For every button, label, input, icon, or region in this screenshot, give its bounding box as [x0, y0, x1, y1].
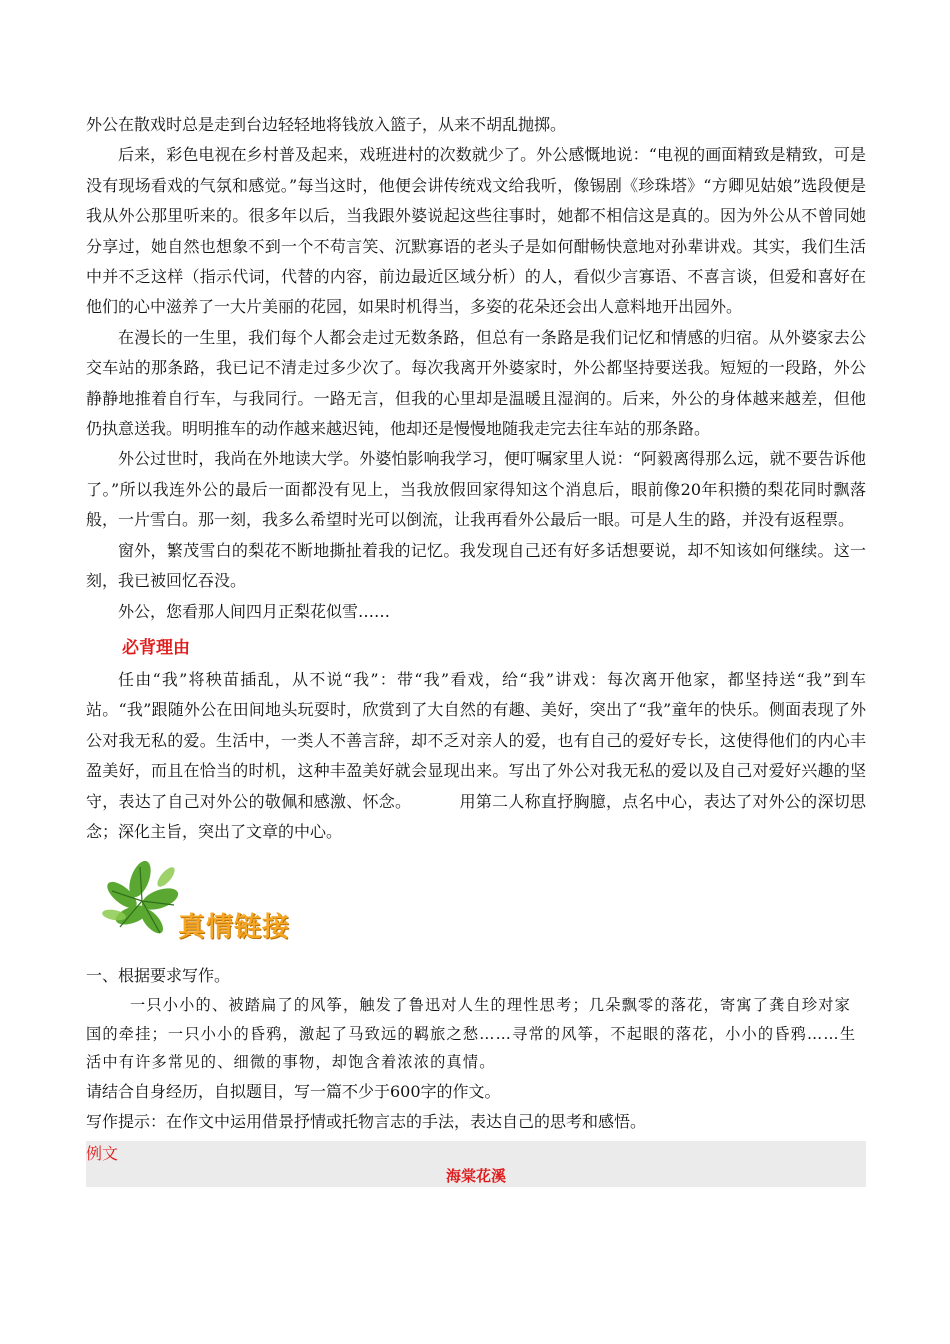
- paragraph-4: 外公过世时，我尚在外地读大学。外婆怕影响我学习，便叮嘱家里人说：“阿毅离得那么远，就不要告诉他了。”所以我连外公的最后一面都没有见上，当我放假回家得知这个消息后，眼前像20年积攒的梨花同时飘落般，一片雪白。那一刻，我多么希望时光可以倒流，让我再看外公最后一眼。可是人生的路，并没有返程票。: [86, 449, 866, 530]
- paragraph-3: 在漫长的一生里，我们每个人都会走过无数条路，但总有一条路是我们记忆和情感的归宿。从外婆家去公交车站的那条路，我已记不清走过多少次了。每次我离开外婆家时，外公都坚持要送我。短短的一段路，外公静静地推着自行车，与我同行。一路无言，但我的心里却是温暖且湿润的。后来，外公的身体越来越差，但他仍执意送我。明明推车的动作越来越迟钝，他却还是慢慢地随我走完去往车站的那条路。: [86, 327, 866, 439]
- task-instruction: 请结合自身经历，自拟题目，写一篇不少于600字的作文。: [86, 1081, 501, 1101]
- paragraph-1: 外公在散戏时总是走到台边轻轻地将钱放入篮子，从来不胡乱抛掷。: [86, 115, 567, 134]
- paragraph-2: 后来，彩色电视在乡村普及起来，戏班进村的次数就少了。外公感慨地说：“电视的画面精致是精致，可是没有现场看戏的气氛和感觉。”每当这时，他便会讲传统戏文给我听，像锡剧《珍珠塔》“方卿见姑娘”选段便是我从外公那里听来的。很多年以后，当我跟外婆说起这些往事时，她都不相信这是真的。因为外公从不曾同她分享过，她自然也想象不到一个不苟言笑、沉默寡语的老头子是如何酣畅快意地对孙辈讲戏。其实，我们生活中并不乏这样（指示代词，代替的内容，前边最近区域分析）的人，看似少言寡语、不喜言谈，但爱和喜好在他们的心中滋养了一大片美丽的花园，如果时机得当，多姿的花朵还会出人意料地开出园外。: [86, 145, 866, 317]
- paragraph-6: 外公，您看那人间四月正梨花似雪……: [118, 601, 391, 621]
- example-title: 海棠花溪: [445, 1166, 506, 1185]
- reason-text-a: 任由“我”将秧苗插乱，从不说“我”：带“我”看戏，给“我”讲戏：每次离开他家，都坚持送“我”到车站。“我”跟随外公在田间地头玩耍时，欣赏到了大自然的有趣、美好，突出了“我”童年的快乐。侧面表现了外公对我无私的爱。生活中，一类人不善言辞，却不乏对亲人的爱，也有自己的爱好专长，这使得他们的内心丰盈美好，而且在恰当的时机，这种丰盈美好就会显现出来。写出了外公对我无私的爱以及自己对爱好兴趣的坚守，表达了自己对外公的敬佩和感激、怀念。: [86, 669, 866, 811]
- paragraph-5: 窗外，繁茂雪白的梨花不断地撕扯着我的记忆。我发现自己还有好多话想要说，却不知该如何继续。这一刻，我已被回忆吞没。: [86, 540, 866, 591]
- example-box: [86, 1141, 866, 1187]
- section-banner: [86, 853, 866, 961]
- task-heading: 一、根据要求写作。: [86, 966, 231, 986]
- example-label: 例文: [86, 1143, 119, 1163]
- task-quote: [86, 991, 866, 1077]
- reason-text: [86, 665, 866, 847]
- reason-text-b: 用第二人称直抒胸臆，点名中心，表达了对外公的深切思念；深化主旨，突出了文章的中心。: [86, 791, 866, 841]
- reason-title: 必背理由: [122, 637, 190, 658]
- leaf-icon: [100, 857, 186, 943]
- banner-title: 真情链接: [178, 912, 290, 944]
- task-quote-text: 一只小小的、被踏扁了的风筝，触发了鲁迅对人生的理性思考；几朵飘零的落花，寄寓了龚自珍对家国的牵挂；一只小小的昏鸦，激起了马致远的羁旅之愁……寻常的风筝，不起眼的落花，小小的昏鸦……生活中有许多常见的、细微的事物，却饱含着浓浓的真情。: [86, 996, 857, 1072]
- task-hint: 写作提示：在作文中运用借景抒情或托物言志的手法，表达自己的思考和感悟。: [86, 1111, 647, 1131]
- document-page: [86, 110, 866, 1187]
